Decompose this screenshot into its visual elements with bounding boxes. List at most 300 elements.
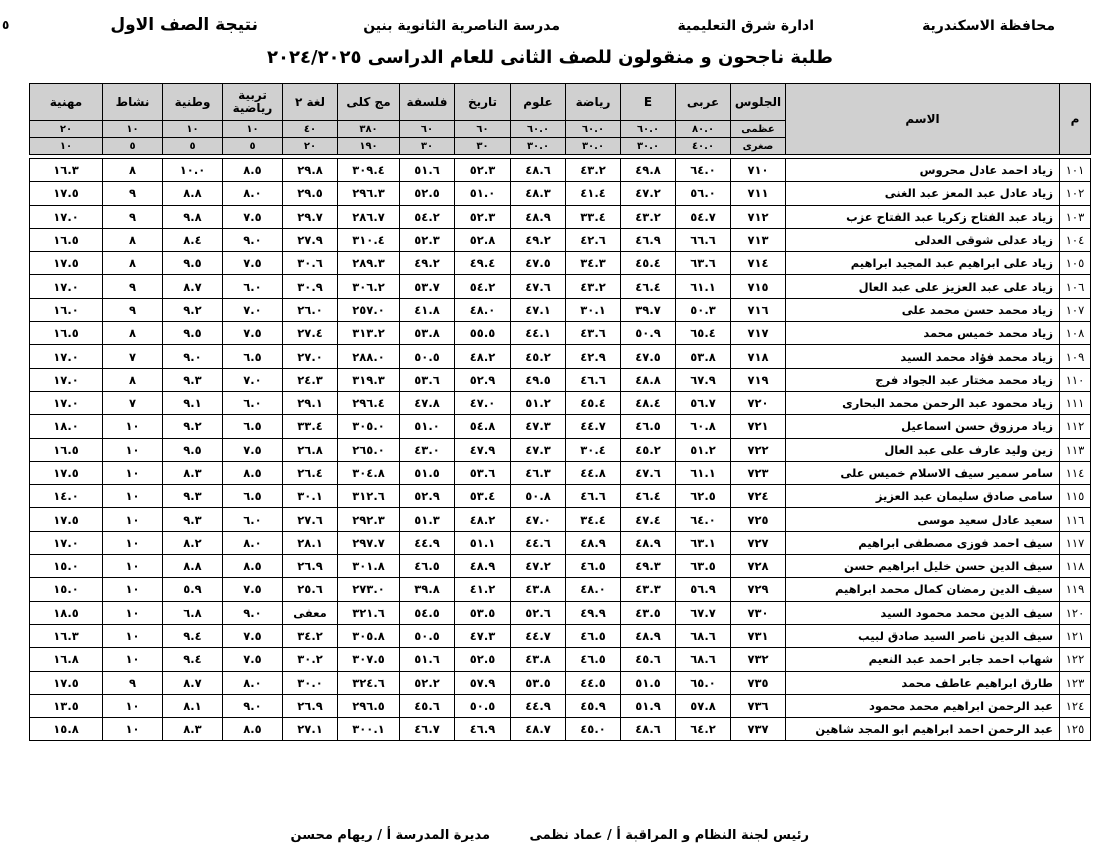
philosophy-mark: ٥٣.٦ xyxy=(400,368,455,391)
min-mark-cell: ٤٠.٠ xyxy=(676,138,731,155)
lang2-mark: ٣٠.٢ xyxy=(283,648,338,671)
seat-number: ٧١٠ xyxy=(731,159,786,182)
activity-mark: ٧ xyxy=(103,391,163,414)
row-number: ١٢٥ xyxy=(1060,718,1091,741)
math-mark: ٤٥.٠ xyxy=(566,718,621,741)
seat-number: ٧٣١ xyxy=(731,624,786,647)
vocational-mark: ١٣.٥ xyxy=(30,694,103,717)
activity-mark: ٨ xyxy=(103,368,163,391)
vocational-mark: ١٨.٠ xyxy=(30,415,103,438)
student-name: شهاب احمد جابر احمد عبد النعيم xyxy=(786,648,1060,671)
math-mark: ٤٤.٨ xyxy=(566,461,621,484)
sports-mark: ٦.٥ xyxy=(223,345,283,368)
lang2-mark: ٢٧.٩ xyxy=(283,228,338,251)
english-mark: ٥٠.٩ xyxy=(621,322,676,345)
history-mark: ٥٧.٩ xyxy=(455,671,511,694)
english-mark: ٤٧.٥ xyxy=(621,345,676,368)
national-mark: ٨.٤ xyxy=(163,228,223,251)
philosophy-mark: ٥٣.٨ xyxy=(400,322,455,345)
activity-mark: ١٠ xyxy=(103,555,163,578)
col-science: علوم xyxy=(511,84,566,121)
table-row xyxy=(30,461,1091,484)
math-mark: ٤٦.٦ xyxy=(566,485,621,508)
english-mark: ٤٦.٤ xyxy=(621,485,676,508)
english-mark: ٥١.٩ xyxy=(621,694,676,717)
col-english: E xyxy=(621,84,676,121)
arabic-mark: ٦٨.٦ xyxy=(676,624,731,647)
principal-signature: مديرة المدرسة أ / ريهام محسن xyxy=(290,828,490,843)
col-m: م xyxy=(1060,84,1091,155)
science-mark: ٤٣.٨ xyxy=(511,648,566,671)
table-row xyxy=(30,415,1091,438)
national-mark: ٥.٩ xyxy=(163,578,223,601)
student-name: سيف احمد فوزى مصطفى ابراهيم xyxy=(786,531,1060,554)
lang2-mark: ٢٧.٠ xyxy=(283,345,338,368)
science-mark: ٤٨.٦ xyxy=(511,159,566,182)
row-number: ١٢٠ xyxy=(1060,601,1091,624)
lang2-mark: ٢٧.٤ xyxy=(283,322,338,345)
seat-number: ٧٢٤ xyxy=(731,485,786,508)
seat-number: ٧٢١ xyxy=(731,415,786,438)
national-mark: ٩.٤ xyxy=(163,648,223,671)
english-mark: ٤٥.٦ xyxy=(621,648,676,671)
table-row xyxy=(30,671,1091,694)
sports-mark: ٧.٠ xyxy=(223,368,283,391)
science-mark: ٤٧.٠ xyxy=(511,508,566,531)
activity-mark: ١٠ xyxy=(103,438,163,461)
arabic-mark: ٦٦.٦ xyxy=(676,228,731,251)
sports-mark: ٨.٠ xyxy=(223,531,283,554)
seat-number: ٧١٤ xyxy=(731,252,786,275)
philosophy-mark: ٥١.٣ xyxy=(400,508,455,531)
english-mark: ٤٣.٥ xyxy=(621,601,676,624)
document-subtitle: طلبة ناجحون و منقولون للصف الثانى للعام الدراسى ٢٠٢٤/٢٠٢٥ xyxy=(267,47,833,68)
activity-mark: ٩ xyxy=(103,298,163,321)
min-mark-cell: ٣٠.٠ xyxy=(566,138,621,155)
total-mark: ٢٩٦.٣ xyxy=(338,182,400,205)
math-mark: ٤١.٤ xyxy=(566,182,621,205)
total-mark: ٣٠٧.٥ xyxy=(338,648,400,671)
philosophy-mark: ٥٠.٥ xyxy=(400,624,455,647)
sports-mark: ٧.٠ xyxy=(223,298,283,321)
philosophy-mark: ٤١.٨ xyxy=(400,298,455,321)
sports-mark: ٧.٥ xyxy=(223,624,283,647)
sports-mark: ٧.٥ xyxy=(223,578,283,601)
sports-mark: ٦.٠ xyxy=(223,508,283,531)
history-mark: ٤٧.٠ xyxy=(455,391,511,414)
math-mark: ٣٤.٤ xyxy=(566,508,621,531)
min-mark-cell: ١٠ xyxy=(30,138,103,155)
history-mark: ٤٨.٢ xyxy=(455,345,511,368)
arabic-mark: ٥٤.٧ xyxy=(676,205,731,228)
header-row xyxy=(30,84,1091,121)
governorate-label: محافظة الاسكندرية xyxy=(922,18,1055,34)
science-mark: ٤٦.٣ xyxy=(511,461,566,484)
activity-mark: ٨ xyxy=(103,159,163,182)
sports-mark: ٦.٥ xyxy=(223,415,283,438)
history-mark: ٤٩.٤ xyxy=(455,252,511,275)
row-number: ١٢١ xyxy=(1060,624,1091,647)
row-number: ١١٢ xyxy=(1060,415,1091,438)
table-row xyxy=(30,368,1091,391)
row-number: ١١٧ xyxy=(1060,531,1091,554)
national-mark: ٩.١ xyxy=(163,391,223,414)
col-math: رياضة xyxy=(566,84,621,121)
seat-number: ٧٢٩ xyxy=(731,578,786,601)
arabic-mark: ٦٤.٠ xyxy=(676,159,731,182)
sports-mark: ٧.٥ xyxy=(223,205,283,228)
sports-mark: ٧.٥ xyxy=(223,438,283,461)
student-name: زياد محمد فؤاد محمد السيد xyxy=(786,345,1060,368)
total-mark: ٣٠١.٨ xyxy=(338,555,400,578)
activity-mark: ٩ xyxy=(103,275,163,298)
result-title: نتيجة الصف الاول xyxy=(110,15,258,35)
seat-number: ٧١٥ xyxy=(731,275,786,298)
history-mark: ٥٤.٢ xyxy=(455,275,511,298)
national-mark: ٨.٨ xyxy=(163,182,223,205)
national-mark: ٨.٧ xyxy=(163,275,223,298)
row-number: ١٠٧ xyxy=(1060,298,1091,321)
table-row xyxy=(30,252,1091,275)
national-mark: ٩.٢ xyxy=(163,415,223,438)
philosophy-mark: ٤٩.٢ xyxy=(400,252,455,275)
national-mark: ٩.٠ xyxy=(163,345,223,368)
philosophy-mark: ٤٣.٠ xyxy=(400,438,455,461)
student-name: زياد عدلى شوقى العدلى xyxy=(786,228,1060,251)
min-mark-cell: ٢٠ xyxy=(283,138,338,155)
table-row xyxy=(30,694,1091,717)
vocational-mark: ١٧.٠ xyxy=(30,345,103,368)
philosophy-mark: ٥٤.٥ xyxy=(400,601,455,624)
sports-mark: ٨.٥ xyxy=(223,461,283,484)
row-number: ١١٨ xyxy=(1060,555,1091,578)
lang2-mark: ٢٧.١ xyxy=(283,718,338,741)
table-row xyxy=(30,718,1091,741)
col-seat: الجلوس xyxy=(731,84,786,121)
total-mark: ٢٥٧.٠ xyxy=(338,298,400,321)
vocational-mark: ١٥.٠ xyxy=(30,555,103,578)
table-row xyxy=(30,298,1091,321)
lang2-mark: ٢٩.١ xyxy=(283,391,338,414)
arabic-mark: ٦٣.٥ xyxy=(676,555,731,578)
sports-mark: ٩.٠ xyxy=(223,694,283,717)
national-mark: ٨.٧ xyxy=(163,671,223,694)
row-number: ١٠٨ xyxy=(1060,322,1091,345)
arabic-mark: ٦٤.٢ xyxy=(676,718,731,741)
arabic-mark: ٦١.١ xyxy=(676,275,731,298)
committee-head-signature: رئيس لجنة النظام و المراقبة أ / عماد نظمى xyxy=(529,828,809,843)
student-name: عبد الرحمن ابراهيم محمد محمود xyxy=(786,694,1060,717)
national-mark: ٩.٥ xyxy=(163,252,223,275)
vocational-mark: ١٧.٠ xyxy=(30,531,103,554)
col-activity: نشاط xyxy=(103,84,163,121)
student-name: زياد عبد الفتاح زكريا عبد الفتاح عزب xyxy=(786,205,1060,228)
activity-mark: ١٠ xyxy=(103,415,163,438)
total-mark: ٢٩٧.٧ xyxy=(338,531,400,554)
student-name: زياد مرزوق حسن اسماعيل xyxy=(786,415,1060,438)
page-number: ٥ xyxy=(2,18,10,32)
national-mark: ٩.٣ xyxy=(163,485,223,508)
lang2-mark: ٢٦.٠ xyxy=(283,298,338,321)
english-mark: ٤٨.٩ xyxy=(621,531,676,554)
history-mark: ٥٣.٤ xyxy=(455,485,511,508)
row-number: ١١٠ xyxy=(1060,368,1091,391)
seat-number: ٧١٧ xyxy=(731,322,786,345)
student-name: طارق ابراهيم عاطف محمد xyxy=(786,671,1060,694)
activity-mark: ١٠ xyxy=(103,461,163,484)
sports-mark: ٦.٠ xyxy=(223,275,283,298)
lang2-mark: ٢٩.٨ xyxy=(283,159,338,182)
english-mark: ٤٦.٩ xyxy=(621,228,676,251)
science-mark: ٤٣.٨ xyxy=(511,578,566,601)
arabic-mark: ٥٦.٩ xyxy=(676,578,731,601)
min-mark-cell: ٣٠ xyxy=(400,138,455,155)
min-mark-cell: ٣٠.٠ xyxy=(511,138,566,155)
science-mark: ٤٤.٩ xyxy=(511,694,566,717)
table-row xyxy=(30,345,1091,368)
national-mark: ٨.٣ xyxy=(163,718,223,741)
science-mark: ٥٠.٨ xyxy=(511,485,566,508)
table-row xyxy=(30,601,1091,624)
total-mark: ٢٨٦.٧ xyxy=(338,205,400,228)
total-mark: ٣٠٠.١ xyxy=(338,718,400,741)
vocational-mark: ١٦.٥ xyxy=(30,228,103,251)
lang2-mark: ٢٥.٦ xyxy=(283,578,338,601)
science-mark: ٤٧.٢ xyxy=(511,555,566,578)
math-mark: ٤٥.٤ xyxy=(566,391,621,414)
row-number: ١٠٥ xyxy=(1060,252,1091,275)
philosophy-mark: ٥٢.٥ xyxy=(400,182,455,205)
col-total: مج كلى xyxy=(338,84,400,121)
vocational-mark: ١٧.٥ xyxy=(30,252,103,275)
seat-number: ٧١٢ xyxy=(731,205,786,228)
seat-number: ٧٢٧ xyxy=(731,531,786,554)
history-mark: ٥١.١ xyxy=(455,531,511,554)
lang2-mark: ٢٦.٨ xyxy=(283,438,338,461)
arabic-mark: ٦٣.٦ xyxy=(676,252,731,275)
philosophy-mark: ٤٧.٨ xyxy=(400,391,455,414)
student-name: سيف الدين ناصر السيد صادق لبيب xyxy=(786,624,1060,647)
total-mark: ٢٩٢.٣ xyxy=(338,508,400,531)
administration-label: ادارة شرق التعليمية xyxy=(677,18,814,34)
history-mark: ٥١.٠ xyxy=(455,182,511,205)
arabic-mark: ٦٠.٨ xyxy=(676,415,731,438)
max-mark-cell: ٢٠ xyxy=(30,121,103,138)
science-mark: ٤٧.١ xyxy=(511,298,566,321)
total-mark: ٣٠٥.٠ xyxy=(338,415,400,438)
english-mark: ٤٧.٢ xyxy=(621,182,676,205)
col-arabic: عربى xyxy=(676,84,731,121)
col-lang2: لغة ٢ xyxy=(283,84,338,121)
row-number: ١١٣ xyxy=(1060,438,1091,461)
vocational-mark: ١٦.٣ xyxy=(30,159,103,182)
student-name: زياد احمد عادل محروس xyxy=(786,159,1060,182)
total-mark: ٣٢١.٦ xyxy=(338,601,400,624)
sports-mark: ٨.٠ xyxy=(223,671,283,694)
total-mark: ٢٩٦.٤ xyxy=(338,391,400,414)
seat-number: ٧٣٠ xyxy=(731,601,786,624)
student-name: سيف الدين محمد محمود السيد xyxy=(786,601,1060,624)
history-mark: ٥٣.٦ xyxy=(455,461,511,484)
table-row xyxy=(30,624,1091,647)
math-mark: ٤٣.٦ xyxy=(566,322,621,345)
vocational-mark: ١٦.٥ xyxy=(30,438,103,461)
activity-mark: ١٠ xyxy=(103,508,163,531)
min-mark-cell: ٣٠ xyxy=(455,138,511,155)
vocational-mark: ١٧.٥ xyxy=(30,461,103,484)
sports-mark: ٧.٥ xyxy=(223,322,283,345)
student-name: سيف الدين حسن خليل ابراهيم حسن xyxy=(786,555,1060,578)
philosophy-mark: ٤٦.٥ xyxy=(400,555,455,578)
sports-mark: ٦.٠ xyxy=(223,391,283,414)
min-mark-cell: ٣٠.٠ xyxy=(621,138,676,155)
math-mark: ٤٥.٩ xyxy=(566,694,621,717)
student-name: زياد محمد مختار عبد الجواد فرج xyxy=(786,368,1060,391)
table-row xyxy=(30,322,1091,345)
science-mark: ٤٤.٦ xyxy=(511,531,566,554)
row-number: ١٠٢ xyxy=(1060,182,1091,205)
vocational-mark: ١٧.٥ xyxy=(30,508,103,531)
seat-number: ٧١١ xyxy=(731,182,786,205)
vocational-mark: ١٧.٠ xyxy=(30,275,103,298)
national-mark: ٩.٥ xyxy=(163,322,223,345)
arabic-mark: ٥٧.٨ xyxy=(676,694,731,717)
total-mark: ٣١٩.٣ xyxy=(338,368,400,391)
philosophy-mark: ٤٦.٧ xyxy=(400,718,455,741)
philosophy-mark: ٤٥.٦ xyxy=(400,694,455,717)
math-mark: ٣٠.٤ xyxy=(566,438,621,461)
philosophy-mark: ٥١.٦ xyxy=(400,159,455,182)
arabic-mark: ٦٥.٠ xyxy=(676,671,731,694)
activity-mark: ٩ xyxy=(103,205,163,228)
activity-mark: ٩ xyxy=(103,182,163,205)
table-row xyxy=(30,555,1091,578)
row-number: ١٠٤ xyxy=(1060,228,1091,251)
english-mark: ٤٥.٢ xyxy=(621,438,676,461)
national-mark: ٨.٣ xyxy=(163,461,223,484)
history-mark: ٥٠.٥ xyxy=(455,694,511,717)
english-mark: ٤٦.٥ xyxy=(621,415,676,438)
vocational-mark: ١٧.٥ xyxy=(30,671,103,694)
seat-number: ٧٢٠ xyxy=(731,391,786,414)
arabic-mark: ٥٣.٨ xyxy=(676,345,731,368)
sports-mark: ٨.٥ xyxy=(223,718,283,741)
school-label: مدرسة الناصرية الثانوية بنين xyxy=(363,18,560,34)
table-row xyxy=(30,159,1091,182)
student-name: زياد محمد حسن محمد على xyxy=(786,298,1060,321)
history-mark: ٥٥.٥ xyxy=(455,322,511,345)
student-name: سيف الدين رمضان كمال محمد ابراهيم xyxy=(786,578,1060,601)
activity-mark: ١٠ xyxy=(103,578,163,601)
history-mark: ٤٨.٩ xyxy=(455,555,511,578)
national-mark: ٨.٨ xyxy=(163,555,223,578)
col-vocational: مهنية xyxy=(30,84,103,121)
seat-number: ٧٢٥ xyxy=(731,508,786,531)
english-mark: ٤٨.٩ xyxy=(621,624,676,647)
min-mark-cell: ٥ xyxy=(223,138,283,155)
seat-number: ٧١٩ xyxy=(731,368,786,391)
row-number: ١٠٩ xyxy=(1060,345,1091,368)
row-number: ١١١ xyxy=(1060,391,1091,414)
science-mark: ٤٨.٧ xyxy=(511,718,566,741)
national-mark: ٨.٢ xyxy=(163,531,223,554)
student-name: زياد على ابراهيم عبد المجيد ابراهيم xyxy=(786,252,1060,275)
arabic-mark: ٦٢.٥ xyxy=(676,485,731,508)
sports-mark: ٨.٥ xyxy=(223,159,283,182)
english-mark: ٤٩.٣ xyxy=(621,555,676,578)
activity-mark: ٨ xyxy=(103,252,163,275)
science-mark: ٤٧.٣ xyxy=(511,415,566,438)
arabic-mark: ٦١.١ xyxy=(676,461,731,484)
math-mark: ٤٨.٠ xyxy=(566,578,621,601)
philosophy-mark: ٥١.٠ xyxy=(400,415,455,438)
row-number: ١٠١ xyxy=(1060,159,1091,182)
math-mark: ٣٤.٣ xyxy=(566,252,621,275)
national-mark: ٨.١ xyxy=(163,694,223,717)
english-mark: ٤٨.٤ xyxy=(621,391,676,414)
row-number: ١٠٣ xyxy=(1060,205,1091,228)
lang2-mark: ٣٣.٤ xyxy=(283,415,338,438)
total-mark: ٣٠٥.٨ xyxy=(338,624,400,647)
sports-mark: ٧.٥ xyxy=(223,252,283,275)
lang2-mark: ٣٠.٦ xyxy=(283,252,338,275)
philosophy-mark: ٥٠.٥ xyxy=(400,345,455,368)
lang2-mark: ٣٤.٢ xyxy=(283,624,338,647)
history-mark: ٥٣.٥ xyxy=(455,601,511,624)
arabic-mark: ٥٦.٧ xyxy=(676,391,731,414)
vocational-mark: ١٦.٠ xyxy=(30,298,103,321)
total-mark: ٣١٢.٦ xyxy=(338,485,400,508)
total-mark: ٢٨٨.٠ xyxy=(338,345,400,368)
science-mark: ٤٧.٥ xyxy=(511,252,566,275)
student-name: زياد محمد خميس محمد xyxy=(786,322,1060,345)
english-mark: ٤٥.٤ xyxy=(621,252,676,275)
vocational-mark: ١٨.٥ xyxy=(30,601,103,624)
vocational-mark: ١٦.٨ xyxy=(30,648,103,671)
activity-mark: ١٠ xyxy=(103,694,163,717)
lang2-mark: ٢٨.١ xyxy=(283,531,338,554)
col-national: وطنية xyxy=(163,84,223,121)
max-mark-cell: ٦٠ xyxy=(400,121,455,138)
vocational-mark: ١٤.٠ xyxy=(30,485,103,508)
activity-mark: ١٠ xyxy=(103,531,163,554)
math-mark: ٣٠.١ xyxy=(566,298,621,321)
student-name: سامر سمير سيف الاسلام خميس على xyxy=(786,461,1060,484)
arabic-mark: ٦٤.٠ xyxy=(676,508,731,531)
table-row xyxy=(30,182,1091,205)
philosophy-mark: ٥٢.٩ xyxy=(400,485,455,508)
row-number: ١١٦ xyxy=(1060,508,1091,531)
english-mark: ٤٩.٨ xyxy=(621,159,676,182)
math-mark: ٤٤.٧ xyxy=(566,415,621,438)
national-mark: ٩.٢ xyxy=(163,298,223,321)
total-mark: ٣٠٦.٢ xyxy=(338,275,400,298)
philosophy-mark: ٥١.٦ xyxy=(400,648,455,671)
max-mark-cell: ٦٠.٠ xyxy=(566,121,621,138)
philosophy-mark: ٥٢.٣ xyxy=(400,228,455,251)
arabic-mark: ٦٧.٩ xyxy=(676,368,731,391)
lang2-mark: ٣٠.١ xyxy=(283,485,338,508)
math-mark: ٣٣.٤ xyxy=(566,205,621,228)
lang2-mark: ٣٠.٠ xyxy=(283,671,338,694)
english-mark: ٤٣.٢ xyxy=(621,205,676,228)
sports-mark: ٨.٠ xyxy=(223,182,283,205)
science-mark: ٥١.٢ xyxy=(511,391,566,414)
lang2-mark: ٢٩.٧ xyxy=(283,205,338,228)
philosophy-mark: ٥١.٥ xyxy=(400,461,455,484)
history-mark: ٤٨.٠ xyxy=(455,298,511,321)
student-name: زياد عادل عبد المعز عبد الغنى xyxy=(786,182,1060,205)
